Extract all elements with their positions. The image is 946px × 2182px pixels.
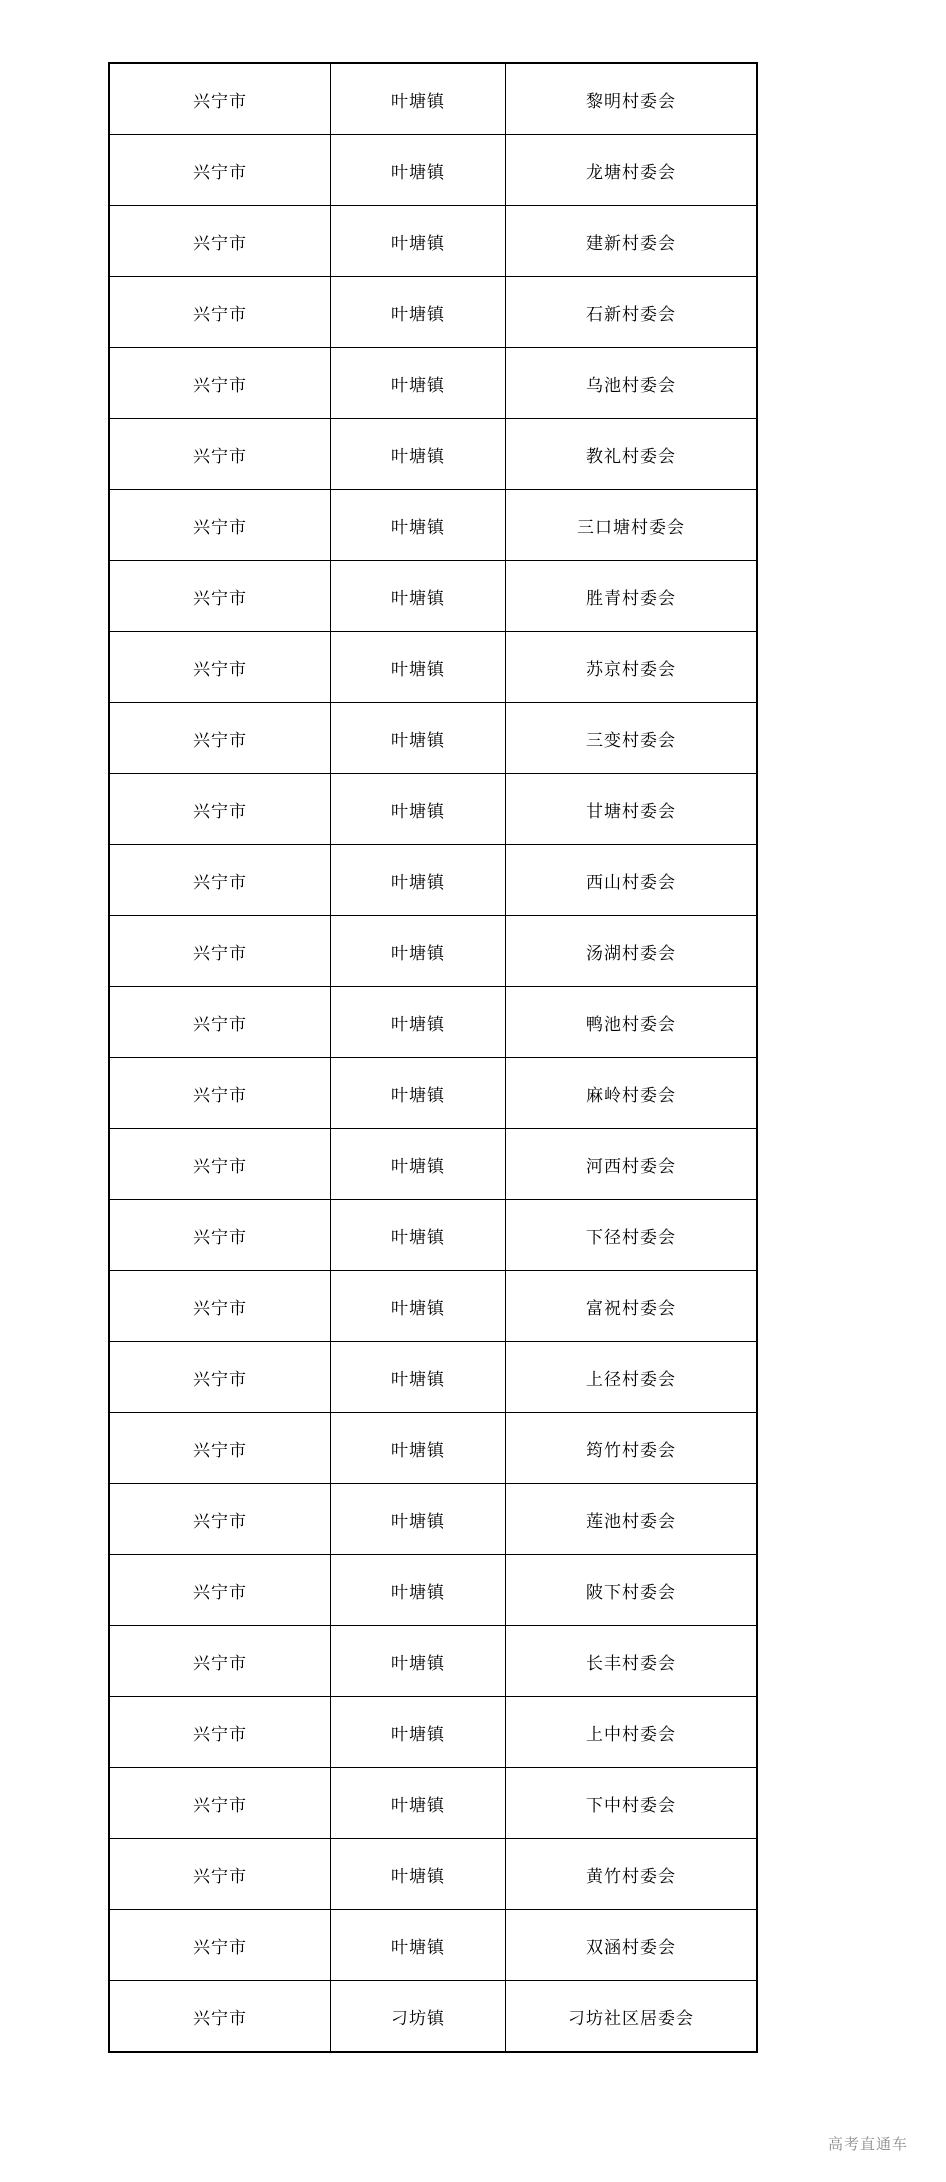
table-row	[109, 419, 757, 490]
table-cell: 乌池村委会	[506, 348, 758, 419]
table-cell: 三口塘村委会	[506, 490, 758, 561]
table-cell: 兴宁市	[109, 1342, 331, 1413]
table-cell: 麻岭村委会	[506, 1058, 758, 1129]
table-cell: 叶塘镇	[331, 1768, 506, 1839]
table-cell: 叶塘镇	[331, 277, 506, 348]
table-cell: 胜青村委会	[506, 561, 758, 632]
table-cell: 刁坊社区居委会	[506, 1981, 758, 2053]
table-cell: 叶塘镇	[331, 1697, 506, 1768]
table-cell: 叶塘镇	[331, 845, 506, 916]
table-cell: 兴宁市	[109, 632, 331, 703]
table-cell: 兴宁市	[109, 1981, 331, 2053]
table-cell: 兴宁市	[109, 845, 331, 916]
table-cell: 河西村委会	[506, 1129, 758, 1200]
table-cell: 兴宁市	[109, 1271, 331, 1342]
table-row	[109, 987, 757, 1058]
table-cell: 兴宁市	[109, 1413, 331, 1484]
table-cell: 双涵村委会	[506, 1910, 758, 1981]
table-cell: 兴宁市	[109, 348, 331, 419]
table-cell: 下中村委会	[506, 1768, 758, 1839]
table-cell: 陂下村委会	[506, 1555, 758, 1626]
table-row	[109, 561, 757, 632]
table-cell: 筠竹村委会	[506, 1413, 758, 1484]
table-row	[109, 703, 757, 774]
table-cell: 鸭池村委会	[506, 987, 758, 1058]
table-row	[109, 490, 757, 561]
table-row	[109, 63, 757, 135]
table-cell: 兴宁市	[109, 490, 331, 561]
table-row	[109, 1271, 757, 1342]
table-cell: 兴宁市	[109, 206, 331, 277]
table-cell: 莲池村委会	[506, 1484, 758, 1555]
table-row	[109, 135, 757, 206]
table-cell: 富祝村委会	[506, 1271, 758, 1342]
table-cell: 叶塘镇	[331, 1413, 506, 1484]
watermark-label: 高考直通车	[827, 2136, 908, 2153]
table-cell: 兴宁市	[109, 987, 331, 1058]
table-cell: 黄竹村委会	[506, 1839, 758, 1910]
table-row	[109, 1981, 757, 2053]
table-row	[109, 916, 757, 987]
table-cell: 兴宁市	[109, 135, 331, 206]
table-row	[109, 632, 757, 703]
table-cell: 叶塘镇	[331, 63, 506, 135]
table-row	[109, 1626, 757, 1697]
table-cell: 叶塘镇	[331, 632, 506, 703]
table-cell: 叶塘镇	[331, 703, 506, 774]
table-cell: 兴宁市	[109, 1626, 331, 1697]
table-cell: 兴宁市	[109, 1555, 331, 1626]
table-cell: 兴宁市	[109, 1839, 331, 1910]
table-cell: 叶塘镇	[331, 916, 506, 987]
table-cell: 刁坊镇	[331, 1981, 506, 2053]
table-row	[109, 1058, 757, 1129]
table-cell: 兴宁市	[109, 1768, 331, 1839]
table-row	[109, 1839, 757, 1910]
table-cell: 兴宁市	[109, 1200, 331, 1271]
table-cell: 甘塘村委会	[506, 774, 758, 845]
table-row	[109, 1697, 757, 1768]
table-cell: 兴宁市	[109, 1058, 331, 1129]
table-row	[109, 1555, 757, 1626]
table-cell: 长丰村委会	[506, 1626, 758, 1697]
table-cell: 叶塘镇	[331, 1626, 506, 1697]
table-cell: 叶塘镇	[331, 1271, 506, 1342]
table-cell: 叶塘镇	[331, 348, 506, 419]
table-cell: 兴宁市	[109, 63, 331, 135]
table-row	[109, 1200, 757, 1271]
table-row	[109, 774, 757, 845]
table-cell: 石新村委会	[506, 277, 758, 348]
table-cell: 叶塘镇	[331, 1839, 506, 1910]
table-cell: 上中村委会	[506, 1697, 758, 1768]
table-cell: 叶塘镇	[331, 1484, 506, 1555]
table-body	[109, 63, 757, 2052]
table-cell: 叶塘镇	[331, 1129, 506, 1200]
table-cell: 兴宁市	[109, 277, 331, 348]
table-row	[109, 845, 757, 916]
table-cell: 教礼村委会	[506, 419, 758, 490]
table-cell: 兴宁市	[109, 561, 331, 632]
table-cell: 叶塘镇	[331, 206, 506, 277]
table-cell: 兴宁市	[109, 1484, 331, 1555]
table-cell: 叶塘镇	[331, 561, 506, 632]
table-row	[109, 1768, 757, 1839]
table-cell: 汤湖村委会	[506, 916, 758, 987]
table-cell: 兴宁市	[109, 916, 331, 987]
table-cell: 叶塘镇	[331, 1058, 506, 1129]
table-row	[109, 348, 757, 419]
table-cell: 黎明村委会	[506, 63, 758, 135]
table-cell: 兴宁市	[109, 703, 331, 774]
table-cell: 西山村委会	[506, 845, 758, 916]
table-row	[109, 206, 757, 277]
table-cell: 建新村委会	[506, 206, 758, 277]
administrative-divisions-table	[108, 62, 758, 2053]
table-cell: 龙塘村委会	[506, 135, 758, 206]
table-row	[109, 1129, 757, 1200]
table-cell: 叶塘镇	[331, 419, 506, 490]
table-cell: 苏京村委会	[506, 632, 758, 703]
table-row	[109, 1484, 757, 1555]
table-row	[109, 1413, 757, 1484]
table-cell: 叶塘镇	[331, 1200, 506, 1271]
table-row	[109, 1910, 757, 1981]
table-cell: 兴宁市	[109, 419, 331, 490]
table-cell: 三变村委会	[506, 703, 758, 774]
table-cell: 叶塘镇	[331, 1555, 506, 1626]
table-cell: 叶塘镇	[331, 1342, 506, 1413]
table-row	[109, 277, 757, 348]
table-cell: 叶塘镇	[331, 1910, 506, 1981]
table-cell: 兴宁市	[109, 774, 331, 845]
table-cell: 上径村委会	[506, 1342, 758, 1413]
table-cell: 叶塘镇	[331, 774, 506, 845]
table-row	[109, 1342, 757, 1413]
administrative-divisions-table-wrapper	[108, 62, 748, 2053]
table-cell: 兴宁市	[109, 1697, 331, 1768]
table-cell: 兴宁市	[109, 1910, 331, 1981]
table-cell: 叶塘镇	[331, 490, 506, 561]
table-cell: 叶塘镇	[331, 135, 506, 206]
table-cell: 兴宁市	[109, 1129, 331, 1200]
table-cell: 叶塘镇	[331, 987, 506, 1058]
table-cell: 下径村委会	[506, 1200, 758, 1271]
